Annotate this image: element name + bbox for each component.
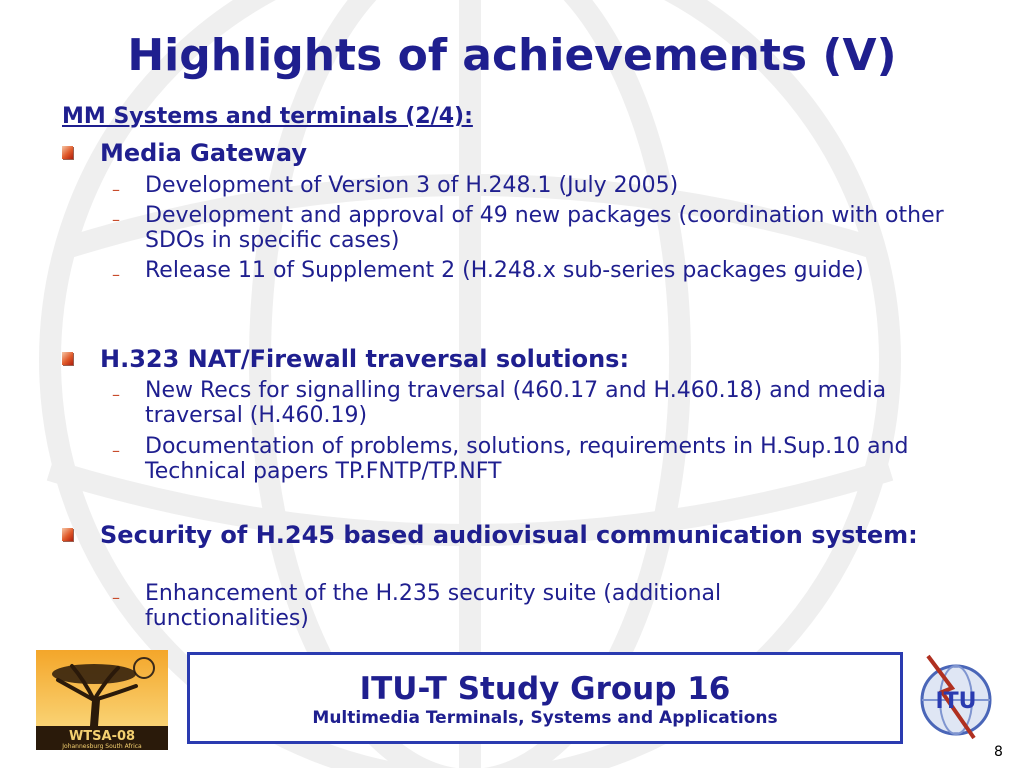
section-heading-security-h245: Security of H.245 based audiovisual communication system:	[100, 521, 918, 549]
list-item: Development of Version 3 of H.248.1 (July 2005)	[145, 173, 679, 198]
list-item: Documentation of problems, solutions, requirements in H.Sup.10 and Technical papers TP.FNTP/TP.NFT	[145, 434, 909, 484]
bullet-square-icon	[62, 528, 73, 541]
svg-text:ITU: ITU	[935, 689, 977, 714]
list-item: Development and approval of 49 new packages (coordination with other SDOs in specific cases)	[145, 203, 944, 253]
section-heading-media-gateway: Media Gateway	[100, 139, 308, 167]
list-item: Release 11 of Supplement 2 (H.248.x sub-series packages guide)	[145, 258, 864, 283]
svg-text:Johannesburg South Africa: Johannesburg South Africa	[62, 743, 142, 750]
page-number: 8	[994, 744, 1003, 760]
wtsa-08-logo	[36, 650, 168, 750]
dash-icon: –	[112, 180, 120, 199]
itu-globe-logo	[912, 648, 996, 748]
dash-icon: –	[112, 588, 120, 607]
list-item: Enhancement of the H.235 security suite (additional functionalities)	[145, 581, 722, 631]
footer-subtitle: Multimedia Terminals, Systems and Applications	[312, 708, 778, 728]
list-item: New Recs for signalling traversal (460.17 and H.460.18) and media traversal (H.460.19)	[145, 378, 887, 428]
footer-title: ITU-T Study Group 16	[359, 671, 731, 707]
dash-icon: –	[112, 441, 120, 460]
bullet-square-icon	[62, 146, 73, 159]
slide-title: Highlights of achievements (V)	[127, 30, 897, 81]
svg-text:WTSA-08: WTSA-08	[68, 729, 136, 744]
dash-icon: –	[112, 265, 120, 284]
bullet-square-icon	[62, 352, 73, 365]
dash-icon: –	[112, 385, 120, 404]
footer-banner	[187, 652, 903, 744]
section-heading-nat-firewall: H.323 NAT/Firewall traversal solutions:	[100, 345, 630, 373]
slide-subtitle: MM Systems and terminals (2/4):	[62, 104, 473, 129]
dash-icon: –	[112, 210, 120, 229]
